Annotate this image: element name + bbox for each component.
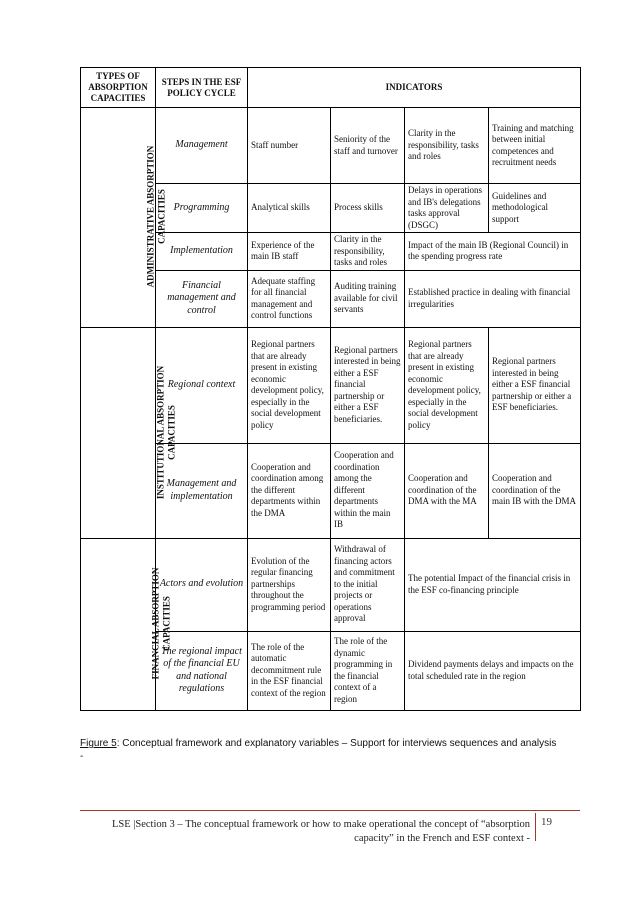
indicator-cell: Cooperation and coordination among the different departments within the DMA bbox=[248, 443, 331, 538]
step-cell: Implementation bbox=[156, 233, 248, 271]
header-types: TYPES OF ABSORPTION CAPACITIES bbox=[81, 68, 156, 108]
indicator-cell: Dividend payments delays and impacts on the total scheduled rate in the region bbox=[405, 631, 581, 710]
figure-caption-text: : Conceptual framework and explanatory variables – Support for interviews sequences and analysis - bbox=[80, 738, 557, 762]
footer-divider bbox=[80, 810, 580, 811]
indicator-cell: Seniority of the staff and turnover bbox=[331, 108, 405, 184]
step-cell: Regional context bbox=[156, 327, 248, 443]
step-cell: Management bbox=[156, 108, 248, 184]
indicator-cell: Evolution of the regular financing partnerships throughout the programming period bbox=[248, 538, 331, 631]
step-cell: Actors and evolution bbox=[156, 538, 248, 631]
indicator-cell: Cooperation and coordination among the different departments within the main IB bbox=[331, 443, 405, 538]
indicator-cell: Withdrawal of financing actors and commitment to the initial projects or operations approval bbox=[331, 538, 405, 631]
step-cell: The regional impact of the financial EU and national regulations bbox=[156, 631, 248, 710]
indicator-cell: Staff number bbox=[248, 108, 331, 184]
table-row bbox=[81, 108, 581, 184]
category-label: ADMINISTRATIVE ABSORPTION CAPACITIES bbox=[145, 145, 166, 288]
indicator-cell: The potential Impact of the financial crisis in the ESF co-financing principle bbox=[405, 538, 581, 631]
indicator-cell: Analytical skills bbox=[248, 184, 331, 233]
category-label: INSTITUTIONAL ABSORPTION CAPACITIES bbox=[155, 365, 176, 499]
indicator-cell: Training and matching between initial competences and recruitment needs bbox=[489, 108, 581, 184]
indicator-cell: Cooperation and coordination of the main IB with the DMA bbox=[489, 443, 581, 538]
header-indicators: INDICATORS bbox=[248, 68, 581, 108]
indicator-cell: Delays in operations and IB's delegations tasks approval (DSGC) bbox=[405, 184, 489, 233]
step-cell: Management and implementation bbox=[156, 443, 248, 538]
table-row bbox=[81, 327, 581, 443]
category-administrative bbox=[81, 108, 166, 328]
indicator-cell: Experience of the main IB staff bbox=[248, 233, 331, 271]
framework-table bbox=[80, 67, 581, 711]
header-steps: STEPS IN THE ESF POLICY CYCLE bbox=[156, 68, 248, 108]
category-institutional bbox=[81, 327, 176, 538]
indicator-cell: The role of the dynamic programming in the financial context of a region bbox=[331, 631, 405, 710]
table-row bbox=[81, 538, 581, 631]
category-financial bbox=[81, 538, 171, 710]
page-number: 19 bbox=[535, 813, 580, 841]
indicator-cell: Impact of the main IB (Regional Council) in the spending progress rate bbox=[405, 233, 581, 271]
page-footer: LSE |Section 3 – The conceptual framework or how to make operational the concept of “absorption capacity” in the French and ESF context - bbox=[112, 819, 530, 844]
indicator-cell: Adequate staffing for all financial management and control functions bbox=[248, 270, 331, 327]
indicator-cell: Regional partners that are already present in existing economic development policy, especially in the social development policy bbox=[248, 327, 331, 443]
category-label: FINANCIAL ABSORPTION CAPACITIES bbox=[150, 567, 171, 680]
indicator-cell: Regional partners interested in being either a ESF financial partnership or either a ESF beneficiaries. bbox=[489, 327, 581, 443]
figure-label: Figure 5 bbox=[80, 738, 117, 749]
figure-caption bbox=[80, 737, 560, 763]
indicator-cell: Process skills bbox=[331, 184, 405, 233]
indicator-cell: Regional partners that are already present in existing economic development policy, especially in the social development policy bbox=[405, 327, 489, 443]
indicator-cell: Clarity in the responsibility, tasks and roles bbox=[331, 233, 405, 271]
indicator-cell: Clarity in the responsibility, tasks and roles bbox=[405, 108, 489, 184]
indicator-cell: Established practice in dealing with financial irregularities bbox=[405, 270, 581, 327]
indicator-cell: Regional partners interested in being either a ESF financial partnership or either a ESF beneficiaries. bbox=[331, 327, 405, 443]
indicator-cell: Auditing training available for civil servants bbox=[331, 270, 405, 327]
indicator-cell: Guidelines and methodological support bbox=[489, 184, 581, 233]
step-cell: Programming bbox=[156, 184, 248, 233]
header-row bbox=[81, 68, 581, 108]
step-cell: Financial management and control bbox=[156, 270, 248, 327]
indicator-cell: Cooperation and coordination of the DMA with the MA bbox=[405, 443, 489, 538]
indicator-cell: The role of the automatic decommitment rule in the ESF financial context of the region bbox=[248, 631, 331, 710]
